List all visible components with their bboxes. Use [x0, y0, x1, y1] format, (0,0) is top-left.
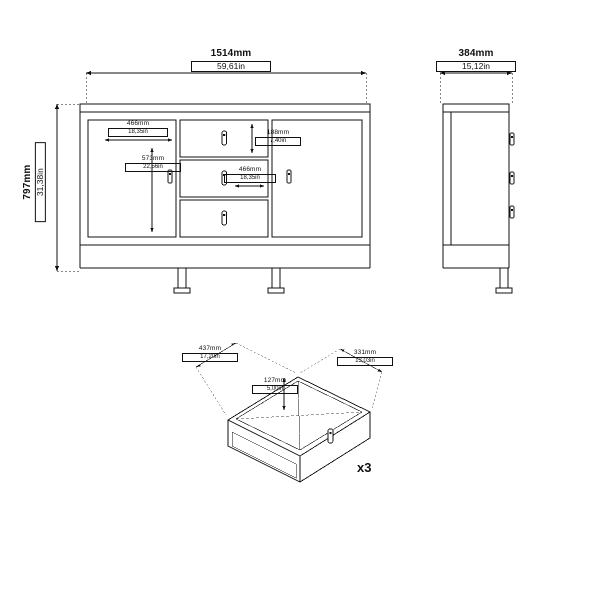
dim-drawer-height	[255, 129, 301, 146]
dim-left-door-width	[108, 120, 168, 137]
dim-value-in: 17,20in	[182, 353, 238, 362]
dim-value-in: 59,61in	[191, 61, 271, 73]
dim-value-in: 31,38in	[34, 142, 46, 222]
dim-drawer-width	[224, 166, 276, 183]
dim-side-overall-depth	[436, 48, 516, 72]
dim-value-mm: 797mm	[21, 164, 33, 200]
dim-value-mm: 466mm	[238, 166, 262, 173]
dim-drawer-detail-depth	[337, 349, 393, 366]
dim-value-in: 18,35in	[108, 128, 168, 137]
dim-value-mm: 384mm	[458, 48, 494, 59]
dim-value-mm: 331mm	[353, 349, 377, 356]
dim-value-in: 13,03in	[337, 357, 393, 366]
dim-left-door-height	[125, 155, 181, 172]
dim-value-in: 7,40in	[255, 137, 301, 146]
drawer-quantity-label: x3	[357, 460, 372, 475]
dim-drawer-detail-height	[252, 377, 298, 394]
dim-drawer-detail-width	[182, 345, 238, 362]
dim-front-overall-width	[191, 48, 271, 72]
dim-value-mm: 466mm	[126, 120, 150, 127]
dim-value-in: 18,35in	[224, 174, 276, 183]
dim-value-mm: 437mm	[198, 345, 222, 352]
dim-value-mm: 1514mm	[210, 48, 252, 59]
dim-value-in: 22,56in	[125, 163, 181, 172]
dim-value-mm: 127mm	[263, 377, 287, 384]
dim-front-overall-height	[22, 142, 46, 222]
dim-value-mm: 573mm	[141, 155, 165, 162]
dim-value-mm: 188mm	[266, 129, 290, 136]
dim-value-in: 5,00in	[252, 385, 298, 394]
dim-value-in: 15,12in	[436, 61, 516, 73]
